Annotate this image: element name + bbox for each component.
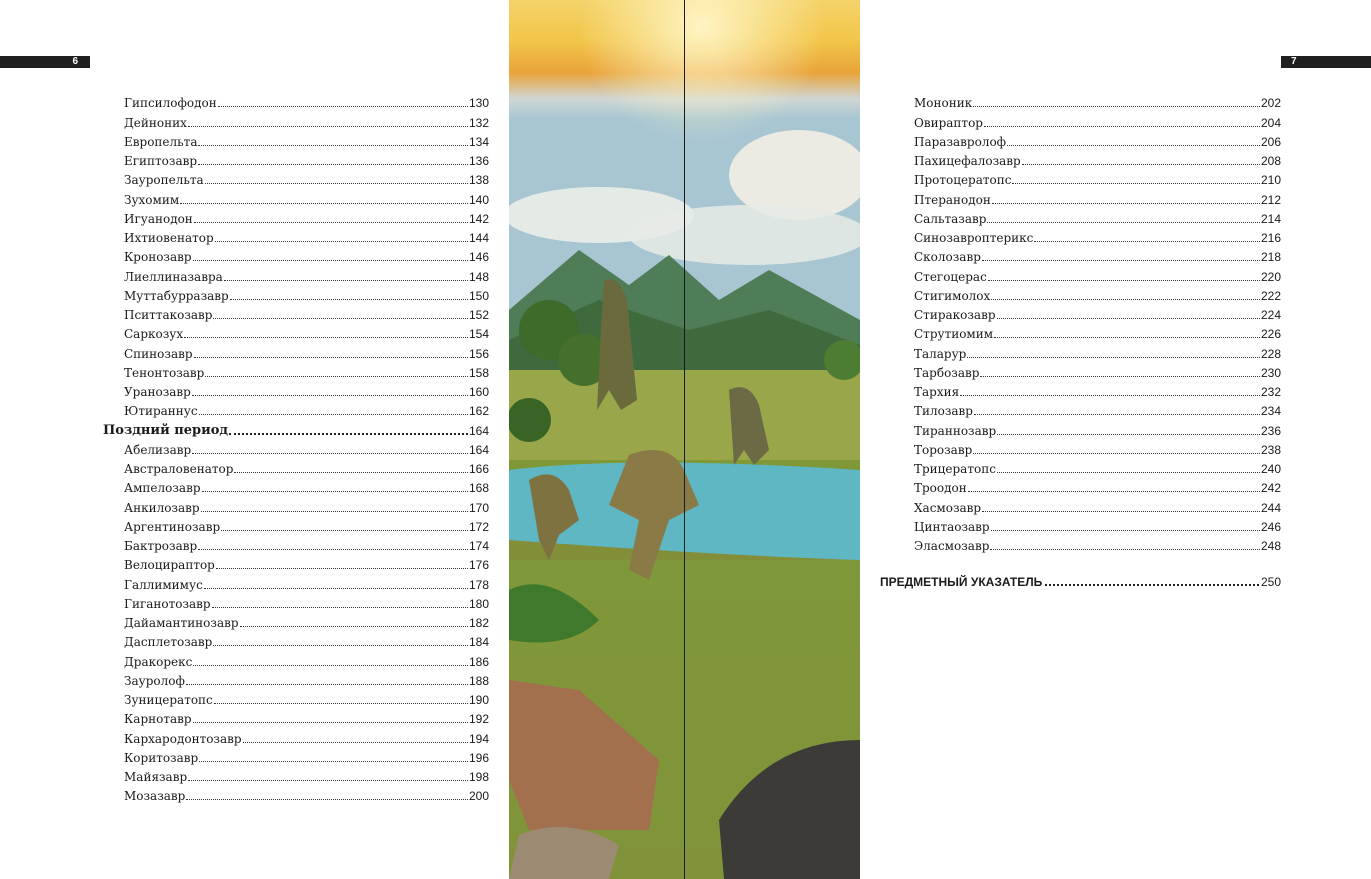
- toc-entry-name: Эласмозавр: [914, 539, 990, 553]
- toc-entry[interactable]: [880, 130, 1281, 149]
- toc-entry-name: Тархия: [914, 385, 960, 399]
- toc-entry-page: 216: [1260, 231, 1281, 245]
- toc-entry-name: Струтиомим: [914, 327, 994, 342]
- toc-entry-page: 212: [1260, 192, 1281, 207]
- dot-leader: [234, 471, 468, 473]
- toc-entry-page: 154: [468, 327, 489, 342]
- toc-entry-name: Гипсилофодон: [124, 96, 217, 111]
- dot-leader: [186, 683, 468, 685]
- dot-leader: [184, 336, 468, 338]
- toc-entry-page: 198: [468, 770, 489, 784]
- toc-entry-page: 222: [1260, 288, 1281, 303]
- toc-entry[interactable]: [103, 91, 489, 110]
- toc-entry-name: Гиганотозавр: [124, 596, 211, 611]
- toc-entry-page: 142: [468, 211, 489, 226]
- toc-entry-page: 164: [468, 423, 489, 438]
- toc-entry[interactable]: [103, 284, 489, 303]
- toc-entry-name: Протоцератопс: [914, 173, 1012, 188]
- dot-leader: [997, 471, 1260, 473]
- toc-entry[interactable]: [103, 303, 489, 322]
- toc-entry-page: 182: [468, 616, 489, 630]
- toc-entry[interactable]: [103, 476, 489, 495]
- toc-entry[interactable]: [103, 207, 489, 226]
- toc-entry-page: 130: [468, 96, 489, 111]
- toc-entry-name: Саркозух: [124, 327, 184, 342]
- toc-entry[interactable]: [103, 572, 489, 591]
- toc-entry-name: Тираннозавр: [914, 423, 997, 438]
- dot-leader: [994, 336, 1260, 338]
- toc-entry-name: Зухомим: [124, 192, 180, 207]
- dot-leader: [230, 298, 468, 300]
- toc-entry-page: 162: [468, 404, 489, 419]
- toc-entry-page: 190: [468, 693, 489, 707]
- toc-entry-page: 132: [468, 115, 489, 130]
- dot-leader: [997, 433, 1260, 435]
- toc-entry[interactable]: [103, 784, 489, 803]
- toc-entry-page: 220: [1260, 269, 1281, 284]
- toc-entry[interactable]: [880, 207, 1281, 226]
- toc-entry-page: 240: [1260, 462, 1281, 476]
- dot-leader: [973, 105, 1260, 107]
- toc-entry-name: Зауропельта: [124, 173, 204, 188]
- dot-leader: [199, 413, 468, 415]
- dot-leader: [991, 298, 1260, 300]
- toc-entry[interactable]: [880, 457, 1281, 476]
- dot-leader: [198, 144, 467, 146]
- toc-entry[interactable]: [103, 168, 489, 187]
- toc-entry-page: 164: [468, 442, 489, 457]
- toc-entry[interactable]: [103, 149, 489, 168]
- toc-entry-name: Сальтазавр: [914, 211, 987, 226]
- dot-leader: [990, 548, 1260, 550]
- dot-leader: [973, 452, 1260, 454]
- dot-leader: [193, 721, 468, 723]
- dot-leader: [193, 259, 468, 261]
- toc-entry-name: Стигимолох: [914, 288, 991, 303]
- dot-leader: [201, 510, 468, 512]
- toc-entry[interactable]: [103, 726, 489, 745]
- toc-entry-name: Аргентинозавр: [124, 519, 221, 534]
- dot-leader: [1012, 182, 1259, 184]
- toc-entry-page: 140: [468, 192, 489, 207]
- toc-entry[interactable]: [880, 110, 1281, 129]
- toc-entry-page: 156: [468, 346, 489, 361]
- toc-entry-name: Зуницератопс: [124, 693, 213, 707]
- toc-entry-name: Зауролоф: [124, 673, 185, 688]
- toc-entry[interactable]: [103, 380, 489, 399]
- toc-entry-page: 234: [1260, 404, 1281, 419]
- toc-entry-page: 192: [468, 712, 489, 727]
- dot-leader: [199, 760, 468, 762]
- toc-entry[interactable]: [880, 438, 1281, 457]
- dot-leader: [967, 356, 1260, 358]
- toc-entry[interactable]: [880, 341, 1281, 360]
- toc-entry-name: Лиеллиназавра: [124, 269, 223, 284]
- toc-entry-name: Велоцираптор: [124, 558, 215, 573]
- toc-entry-name: Тарбозавр: [914, 365, 980, 380]
- toc-entry-name: Майязавр: [124, 770, 188, 784]
- toc-entry-name: Муттабурразавр: [124, 288, 229, 303]
- toc-entry[interactable]: [103, 649, 489, 668]
- toc-entry[interactable]: [103, 361, 489, 380]
- toc-entry-page: 168: [468, 481, 489, 496]
- dot-leader: [192, 394, 468, 396]
- dot-leader: [240, 625, 468, 627]
- toc-entry-page: 180: [468, 596, 489, 611]
- toc-entry-name: Анкилозавр: [124, 500, 200, 515]
- toc-entry-page: 170: [468, 500, 489, 515]
- toc-entry-page: 176: [468, 558, 489, 573]
- dot-leader: [188, 125, 468, 127]
- toc-entry-name: Уранозавр: [124, 385, 191, 399]
- toc-entry[interactable]: [103, 438, 489, 457]
- dot-leader: [991, 529, 1260, 531]
- dot-leader: [982, 259, 1260, 261]
- toc-entry-name: Галлимимус: [124, 577, 203, 592]
- toc-entry-page: 202: [1260, 96, 1281, 111]
- toc-entry-name: Дасплетозавр: [124, 635, 213, 650]
- toc-entry[interactable]: [103, 688, 489, 707]
- toc-entry[interactable]: [103, 187, 489, 206]
- toc-entry-page: 186: [468, 654, 489, 669]
- subject-index-page: 250: [1260, 575, 1281, 589]
- toc-entry-page: 210: [1260, 173, 1281, 188]
- toc-entry-name: Дайамантинозавр: [124, 616, 239, 630]
- toc-entry-name: Дейноних: [124, 115, 187, 130]
- dot-leader: [982, 510, 1260, 512]
- dot-leader: [243, 741, 468, 743]
- toc-entry[interactable]: [880, 226, 1281, 245]
- toc-entry[interactable]: [103, 515, 489, 534]
- toc-entry-page: 172: [468, 519, 489, 534]
- dot-leader: [205, 375, 468, 377]
- dot-leader: [216, 567, 468, 569]
- toc-entry-page: 196: [468, 750, 489, 765]
- dot-leader: [193, 664, 468, 666]
- toc-entry[interactable]: [103, 534, 489, 553]
- dot-leader: [198, 163, 468, 165]
- toc-entry-page: 188: [468, 673, 489, 688]
- toc-entry-name: Торозавр: [914, 442, 973, 457]
- dot-leader: [180, 202, 468, 204]
- toc-entry-page: 248: [1260, 539, 1281, 553]
- toc-entry-name: Пахицефалозавр: [914, 154, 1021, 168]
- toc-entry-name: Ютираннус: [124, 404, 198, 419]
- toc-entry[interactable]: [880, 303, 1281, 322]
- toc-entry[interactable]: [880, 187, 1281, 206]
- toc-entry[interactable]: [103, 669, 489, 688]
- toc-entry-page: 166: [468, 462, 489, 476]
- toc-entry[interactable]: [103, 110, 489, 129]
- toc-entry-page: 208: [1260, 154, 1281, 168]
- dot-leader: [960, 394, 1260, 396]
- dinosaur-landscape-illustration: [509, 0, 860, 879]
- dot-leader: [205, 182, 468, 184]
- toc-entry[interactable]: [103, 457, 489, 476]
- toc-entry[interactable]: [880, 245, 1281, 264]
- toc-entry[interactable]: [880, 361, 1281, 380]
- toc-entry-name: Сколозавр: [914, 250, 981, 265]
- toc-entry-name: Стиракозавр: [914, 308, 996, 322]
- toc-entry-name: Карнотавр: [124, 712, 192, 727]
- dot-leader: [218, 105, 468, 107]
- dot-leader: [987, 221, 1260, 223]
- toc-entry-name: Трицератопс: [914, 462, 996, 476]
- toc-entry-page: 158: [468, 365, 489, 380]
- toc-entry-page: 174: [468, 539, 489, 553]
- toc-entry-page: 184: [468, 635, 489, 650]
- dot-leader: [213, 644, 468, 646]
- toc-entry[interactable]: [103, 399, 489, 418]
- toc-entry-name: Талаpур: [914, 346, 967, 361]
- toc-entry-name: Европельта: [124, 134, 198, 149]
- toc-entry-name: Мононик: [914, 96, 973, 111]
- toc-entry[interactable]: [880, 534, 1281, 553]
- toc-entry-page: 246: [1260, 519, 1281, 534]
- toc-entry-page: 138: [468, 173, 489, 188]
- toc-entry-page: 238: [1260, 442, 1281, 457]
- toc-entry[interactable]: [880, 418, 1281, 437]
- dot-leader: [198, 548, 468, 550]
- toc-entry-name: Игуанодон: [124, 211, 193, 226]
- toc-entry-name: Спинозавр: [124, 346, 193, 361]
- toc-entry-name: Тилозавр: [914, 404, 973, 419]
- toc-entry-name: Паразавролоф: [914, 134, 1007, 149]
- toc-entry[interactable]: [103, 765, 489, 784]
- toc-entry[interactable]: [880, 322, 1281, 341]
- toc-entry-name: Хасмозавр: [914, 500, 982, 515]
- toc-entry-page: 136: [468, 154, 489, 168]
- toc-entry-name: Австраловенатор: [124, 462, 234, 476]
- toc-entry-page: 244: [1260, 500, 1281, 515]
- dot-leader: [1022, 163, 1260, 165]
- toc-entry-page: 134: [468, 134, 489, 149]
- toc-entry[interactable]: [880, 495, 1281, 514]
- toc-entry[interactable]: [880, 168, 1281, 187]
- toc-entry-page: 146: [468, 250, 489, 265]
- toc-entry[interactable]: [103, 630, 489, 649]
- toc-entry[interactable]: [880, 284, 1281, 303]
- toc-entry-name: Пситтакозавр: [124, 308, 213, 322]
- dot-leader: [968, 490, 1260, 492]
- toc-entry-page: 152: [468, 308, 489, 322]
- toc-entry-page: 178: [468, 577, 489, 592]
- toc-entry-page: 214: [1260, 211, 1281, 226]
- toc-entry-page: 194: [468, 731, 489, 746]
- dot-leader: [213, 317, 467, 319]
- toc-entry-name: Синозавроптерикс: [914, 231, 1034, 245]
- toc-entry-name: Кронозавр: [124, 250, 192, 265]
- dot-leader: [229, 432, 468, 435]
- toc-entry[interactable]: [103, 553, 489, 572]
- dot-leader: [984, 125, 1260, 127]
- toc-entry-name: Ихтиовенатор: [124, 231, 214, 245]
- dot-leader: [974, 413, 1260, 415]
- toc-entry-page: 160: [468, 385, 489, 399]
- toc-entry[interactable]: [103, 130, 489, 149]
- toc-entry-name: Кархародонтозавр: [124, 731, 242, 746]
- dot-leader: [997, 317, 1260, 319]
- toc-entry[interactable]: [103, 746, 489, 765]
- toc-entry-name: Мозазавр: [124, 789, 186, 804]
- table-of-contents-left: [103, 91, 489, 803]
- dot-leader: [188, 779, 468, 781]
- toc-entry[interactable]: [103, 245, 489, 264]
- toc-entry-page: 206: [1260, 134, 1281, 149]
- toc-period-heading[interactable]: [103, 418, 489, 437]
- toc-entry-name: Троодон: [914, 481, 967, 496]
- dot-leader: [1045, 584, 1259, 586]
- toc-entry-name: Дракорекс: [124, 654, 193, 669]
- subject-index-entry[interactable]: [880, 571, 1281, 589]
- toc-entry[interactable]: [880, 91, 1281, 110]
- toc-entry[interactable]: [880, 264, 1281, 283]
- toc-entry[interactable]: [103, 341, 489, 360]
- dot-leader: [194, 221, 468, 223]
- dot-leader: [215, 240, 468, 242]
- toc-entry-page: 144: [468, 231, 489, 245]
- toc-entry-name: Ампелозавр: [124, 481, 201, 496]
- toc-entry-page: 230: [1260, 365, 1281, 380]
- dot-leader: [988, 279, 1260, 281]
- toc-entry-name: Птеранодон: [914, 192, 991, 207]
- toc-entry-page: 236: [1260, 423, 1281, 438]
- toc-entry[interactable]: [880, 476, 1281, 495]
- toc-entry-page: 148: [468, 269, 489, 284]
- toc-entry-page: 242: [1260, 481, 1281, 496]
- toc-entry-name: Египтозавр: [124, 154, 198, 168]
- toc-entry-page: 204: [1260, 115, 1281, 130]
- toc-entry-name: Поздний период: [103, 422, 229, 438]
- toc-entry[interactable]: [103, 495, 489, 514]
- dot-leader: [186, 798, 468, 800]
- dot-leader: [214, 702, 468, 704]
- toc-entry[interactable]: [880, 149, 1281, 168]
- toc-entry-name: Тенонтозавр: [124, 365, 205, 380]
- toc-entry[interactable]: [103, 322, 489, 341]
- dot-leader: [192, 452, 468, 454]
- toc-entry[interactable]: [103, 592, 489, 611]
- toc-entry[interactable]: [103, 264, 489, 283]
- subject-index-label: ПРЕДМЕТНЫЙ УКАЗАТЕЛЬ: [880, 575, 1043, 589]
- table-of-contents-right: [880, 91, 1281, 553]
- dot-leader: [204, 587, 468, 589]
- dot-leader: [212, 606, 468, 608]
- toc-entry-page: 200: [468, 789, 489, 804]
- toc-entry-page: 218: [1260, 250, 1281, 265]
- toc-entry[interactable]: [103, 707, 489, 726]
- toc-entry[interactable]: [103, 226, 489, 245]
- page-number-right: 7: [1281, 56, 1371, 68]
- toc-entry-name: Коритозавр: [124, 750, 199, 765]
- toc-entry-page: 224: [1260, 308, 1281, 322]
- toc-entry-name: Бактрозавр: [124, 539, 198, 553]
- dot-leader: [221, 529, 468, 531]
- dot-leader: [980, 375, 1260, 377]
- toc-entry-name: Овирaптор: [914, 115, 983, 130]
- toc-entry-name: Цинтаозавр: [914, 519, 990, 534]
- toc-entry[interactable]: [880, 380, 1281, 399]
- toc-entry-name: Стегоцерас: [914, 269, 987, 284]
- dot-leader: [224, 279, 468, 281]
- dot-leader: [194, 356, 468, 358]
- dot-leader: [1007, 144, 1260, 146]
- page-number-left: 6: [0, 56, 90, 68]
- toc-entry-page: 228: [1260, 346, 1281, 361]
- toc-entry[interactable]: [880, 515, 1281, 534]
- toc-entry[interactable]: [880, 399, 1281, 418]
- toc-entry-page: 232: [1260, 385, 1281, 399]
- toc-entry-name: Абелизавр: [124, 442, 192, 457]
- toc-entry[interactable]: [103, 611, 489, 630]
- toc-entry-page: 150: [468, 288, 489, 303]
- toc-entry-page: 226: [1260, 327, 1281, 342]
- dot-leader: [992, 202, 1260, 204]
- dot-leader: [202, 490, 468, 492]
- dot-leader: [1034, 240, 1260, 242]
